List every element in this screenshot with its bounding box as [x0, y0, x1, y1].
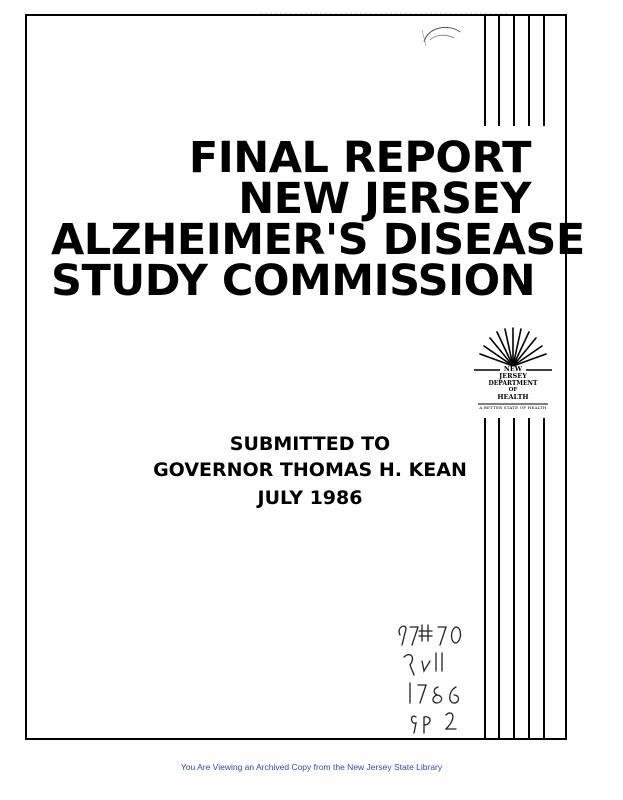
vertical-rule — [543, 14, 545, 126]
archive-footer: You Are Viewing an Archived Copy from the New Jersey State Library — [180, 762, 443, 772]
vertical-rule — [484, 14, 486, 126]
logo-tagline: A BETTER STATE OF HEALTH — [479, 405, 547, 410]
handwritten-catalog-note — [394, 605, 494, 735]
governor-name: GOVERNOR THOMAS H. KEAN — [153, 459, 467, 481]
vertical-rule — [513, 14, 515, 126]
title-line-2: NEW JERSEY — [238, 174, 531, 224]
vertical-rule — [498, 14, 500, 126]
logo-line-3: DEPARTMENT — [488, 380, 538, 387]
title-line-1: FINAL REPORT — [188, 133, 531, 183]
scan-noise — [260, 0, 510, 4]
logo-line-4: OF — [508, 387, 518, 393]
report-date: JULY 1986 — [257, 487, 363, 509]
vertical-rule — [543, 418, 545, 740]
vertical-rule — [528, 418, 530, 740]
stamp-mark — [420, 20, 466, 50]
logo-text — [478, 366, 548, 401]
title-line-4: STUDY COMMISSION — [51, 256, 536, 306]
vertical-rule — [513, 418, 515, 740]
vertical-rule — [528, 14, 530, 126]
logo-line-2: JERSEY — [499, 372, 527, 380]
title-line-3: ALZHEIMER'S DISEASE — [51, 215, 585, 265]
report-title — [51, 133, 585, 306]
logo-line-5: HEALTH — [497, 393, 529, 401]
submitted-to: SUBMITTED TO — [229, 433, 391, 455]
logo-line-1: NEW — [503, 365, 523, 373]
